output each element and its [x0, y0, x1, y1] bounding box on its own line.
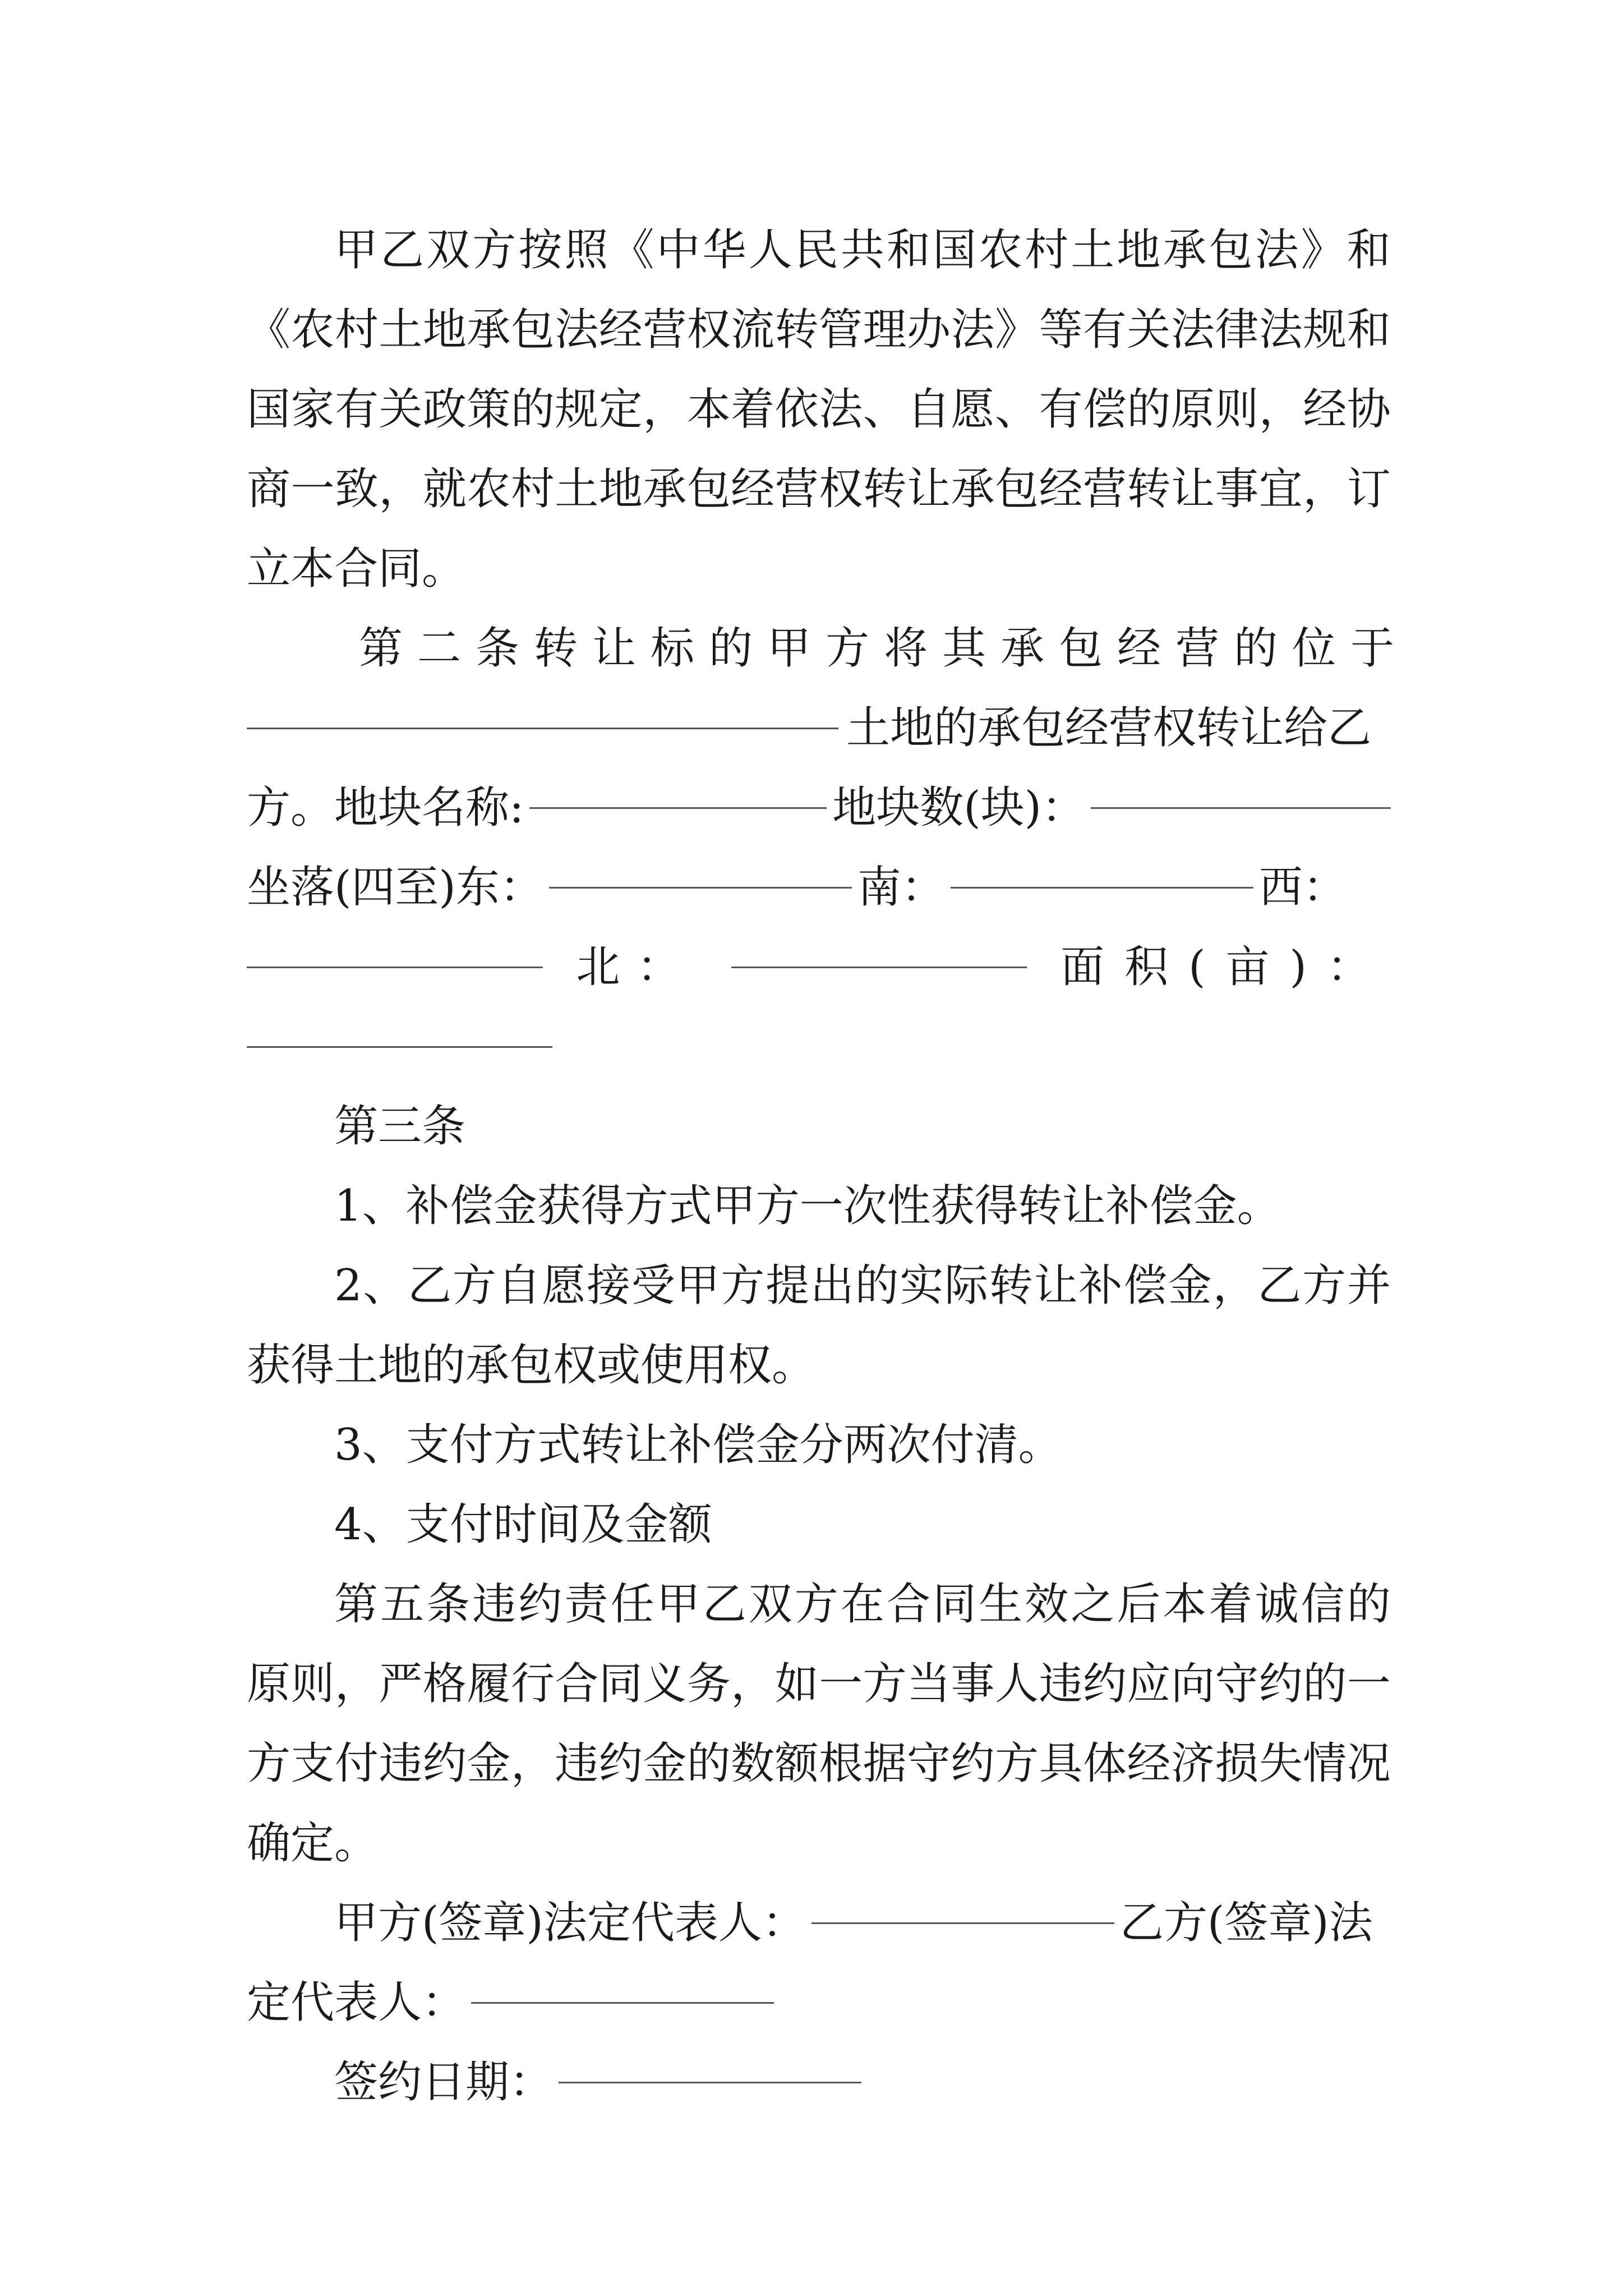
- para1-text-char: 村: [510, 464, 555, 514]
- para1-text-char: 乙: [380, 225, 425, 275]
- article5-text-char: 守: [907, 1738, 951, 1789]
- west-blank[interactable]: [247, 967, 543, 968]
- para1-text-char: 甲: [334, 225, 379, 275]
- para1-text-char: 政: [422, 384, 467, 435]
- article5-text-char: 方: [994, 1738, 1039, 1789]
- para1-text-char: 订: [1347, 464, 1391, 514]
- para1-text-char: ，: [379, 464, 423, 514]
- article5-text-char: 违: [1039, 1659, 1083, 1709]
- article3-text-char: 愿: [542, 1260, 586, 1311]
- para1-line2: [247, 290, 1391, 370]
- para1-text: [247, 370, 1391, 449]
- para1-text-char: 转: [863, 464, 907, 514]
- article5-text-char: 当: [907, 1659, 951, 1709]
- article3-text-char: 的: [855, 1260, 899, 1311]
- article3-text: [334, 1246, 1391, 1326]
- para1-text-char: 等: [1039, 305, 1083, 355]
- article2-text: 土地的承包经营权转让给乙: [846, 703, 1372, 753]
- article5-text-char: 履: [467, 1659, 511, 1709]
- para1-text-char: 规: [555, 384, 599, 435]
- para1-text-char: 有: [1039, 384, 1083, 435]
- article5-text-char: 违: [379, 1738, 423, 1789]
- article3-text-char: 补: [1078, 1260, 1123, 1311]
- para1-text-char: ，: [643, 384, 687, 435]
- article5-text-char: 违: [555, 1738, 599, 1789]
- article5-text-char: 经: [1127, 1738, 1171, 1789]
- article3-item2-line2: [247, 1326, 1391, 1405]
- north-blank[interactable]: [731, 967, 1027, 968]
- signature-date-line: [247, 2042, 1391, 2122]
- article5-text-char: 具: [1039, 1738, 1083, 1789]
- para1-text-char: 依: [774, 384, 819, 435]
- article5-text-char: 同: [933, 1579, 977, 1630]
- article5-text-char: 一: [1347, 1659, 1391, 1709]
- para1-text-char: 《: [610, 225, 654, 275]
- article5-text-char: 第: [334, 1579, 379, 1630]
- article5-text-char: 约: [518, 1579, 562, 1630]
- para1-text-char: 营: [774, 464, 819, 514]
- article5-text-char: 根: [819, 1738, 863, 1789]
- article3-text: 1、补偿金获得方式甲方一次性获得转让补偿金。: [334, 1181, 1281, 1231]
- para1-text-char: 村: [334, 305, 379, 355]
- article5-text-char: ，: [731, 1659, 775, 1709]
- article5-text-char: 体: [1082, 1738, 1127, 1789]
- para1-text-char: 经: [598, 305, 643, 355]
- article5-text-char: 双: [748, 1579, 792, 1630]
- para1-text-char: 承: [643, 464, 687, 514]
- article5-text-char: 义: [643, 1659, 687, 1709]
- para1-text-char: 管: [819, 305, 863, 355]
- article3-text-char: 方: [452, 1260, 496, 1311]
- article3-item4: [247, 1485, 1391, 1565]
- article5-text-char: 事: [951, 1659, 995, 1709]
- para1-text-char: 经: [1039, 464, 1083, 514]
- para1-text-char: 、: [994, 384, 1039, 435]
- para1-text-char: 着: [731, 384, 775, 435]
- para1-text-char: 自: [907, 384, 951, 435]
- signature-line1: [247, 1883, 1391, 1963]
- para1-text-char: 和: [1347, 225, 1391, 275]
- article3-text-char: ，: [1212, 1260, 1257, 1311]
- article3-text-char: 金: [1168, 1260, 1212, 1311]
- article2-text: 地块数(块)：: [832, 783, 1086, 833]
- article5-text-char: 济: [1170, 1738, 1215, 1789]
- para1-text-char: 《: [247, 305, 291, 355]
- article5-text-char: 责: [564, 1579, 608, 1630]
- article5-text-char: 则: [291, 1659, 335, 1709]
- para1-text-char: 地: [1117, 225, 1161, 275]
- article2-line2: [247, 688, 1391, 768]
- para1-text-char: 有: [1082, 305, 1127, 355]
- para1-text-char: 法: [555, 305, 599, 355]
- article5-text-char: 诚: [1255, 1579, 1299, 1630]
- para1-text-char: 承: [951, 464, 995, 514]
- para1-line3: [247, 370, 1391, 449]
- article5-text-char: ，: [334, 1659, 379, 1709]
- para1-text-char: 关: [1127, 305, 1171, 355]
- para1-text-char: 国: [247, 384, 291, 435]
- article5-text-char: 信: [1301, 1579, 1345, 1630]
- article5-text: 确定。: [247, 1818, 379, 1869]
- article2-text: 方。地块名称:: [247, 783, 524, 833]
- para1-text-char: 民: [794, 225, 838, 275]
- article5-text-char: 务: [686, 1659, 731, 1709]
- article5-text-char: 数: [731, 1738, 775, 1789]
- para1-text: 立本合同。: [247, 544, 466, 594]
- article2-line3: [247, 768, 1391, 848]
- article3-text-char: 接: [587, 1260, 631, 1311]
- article5-text-char: 一: [819, 1659, 863, 1709]
- para1-text-char: 则: [1215, 384, 1259, 435]
- para1-text-char: 律: [1215, 305, 1259, 355]
- article2-line6: [247, 1007, 1391, 1087]
- article5-text-char: 的: [686, 1738, 731, 1789]
- article5-text-char: 着: [1209, 1579, 1253, 1630]
- signature-line2: [247, 1963, 1391, 2042]
- article5-text-char: 后: [1117, 1579, 1161, 1630]
- article5-line3: [247, 1724, 1391, 1803]
- article5-text-char: 损: [1215, 1738, 1259, 1789]
- article3-text-char: 方: [721, 1260, 765, 1311]
- article5-text-char: 的: [1303, 1659, 1347, 1709]
- para1-text-char: 法: [1255, 225, 1299, 275]
- sign-date-label: 签约日期：: [334, 2057, 554, 2108]
- para1-text-char: 转: [774, 305, 819, 355]
- article5-text-char: 约: [422, 1738, 467, 1789]
- para1-text-char: 商: [247, 464, 291, 514]
- article5-text-char: 的: [1347, 1579, 1391, 1630]
- para1-text-char: 营: [643, 305, 687, 355]
- party-a-label: 甲方(签章)法定代表人：: [334, 1898, 806, 1948]
- para1-line4: [247, 449, 1391, 529]
- party-b-signature-blank[interactable]: [471, 2002, 774, 2004]
- location-blank[interactable]: [247, 728, 838, 729]
- article5-text-char: 合: [555, 1659, 599, 1709]
- para1-text-char: 经: [1303, 384, 1347, 435]
- article5-text-char: 格: [422, 1659, 467, 1709]
- para1-text-char: 方: [472, 225, 517, 275]
- sign-date-blank[interactable]: [559, 2082, 861, 2083]
- area-blank[interactable]: [247, 1046, 552, 1048]
- article2-text: 面积(亩)：: [1061, 942, 1391, 992]
- para1-text-char: 包: [510, 305, 555, 355]
- para1-text-char: 地: [422, 305, 467, 355]
- article5-text-char: 原: [247, 1659, 291, 1709]
- article2-text: 北：: [576, 942, 698, 992]
- article5-text-char: 在: [840, 1579, 884, 1630]
- article3-text-char: 2: [334, 1260, 362, 1311]
- para1-text-char: 关: [379, 384, 423, 435]
- para1-text-char: 权: [819, 464, 863, 514]
- article5-text-char: 约: [1082, 1659, 1127, 1709]
- article3-text-char: 偿: [1123, 1260, 1168, 1311]
- para1-text-char: 法: [1258, 305, 1303, 355]
- party-b-label-cont: 定代表人：: [247, 1977, 466, 2028]
- para1-text-char: 包: [1209, 225, 1253, 275]
- para1-text-char: 愿: [951, 384, 995, 435]
- party-b-label: 乙方(签章)法: [1119, 1898, 1373, 1948]
- para1-text-char: 原: [1170, 384, 1215, 435]
- article2-heading-text: 第二条转让标的甲方将其承包经营的位于: [359, 623, 1409, 674]
- article5-text-char: 行: [510, 1659, 555, 1709]
- para1-text-char: 按: [518, 225, 562, 275]
- article3-text: 4、支付时间及金额: [334, 1499, 712, 1550]
- article3-text-char: 受: [631, 1260, 675, 1311]
- article3-text-char: 实: [900, 1260, 944, 1311]
- para1-text-char: 权: [686, 305, 731, 355]
- article3-heading: [247, 1087, 1391, 1166]
- article5-text-char: 守: [1215, 1659, 1259, 1709]
- para1-text-char: 一: [291, 464, 335, 514]
- article2-text: 南：: [857, 862, 945, 913]
- article5-text-char: 甲: [656, 1579, 700, 1630]
- para1-text-char: 法: [1170, 305, 1215, 355]
- para1-text-char: 事: [1215, 464, 1259, 514]
- para1-text-char: 的: [1127, 384, 1171, 435]
- article5-text: [247, 1724, 1391, 1803]
- para1-text-char: 土: [379, 305, 423, 355]
- article3-text-char: 、: [363, 1260, 407, 1311]
- article5-text-char: 付: [334, 1738, 379, 1789]
- article3-item1: [247, 1166, 1391, 1246]
- para1-text-char: 转: [1127, 464, 1171, 514]
- para1-text-char: 让: [1170, 464, 1215, 514]
- article5-text-char: 人: [994, 1659, 1039, 1709]
- article3-text-char: 方: [1302, 1260, 1347, 1311]
- article3-text-char: 乙: [1257, 1260, 1302, 1311]
- para1-text-char: 村: [1025, 225, 1069, 275]
- para1-text-char: 法: [951, 305, 995, 355]
- para1-text-char: 法: [819, 384, 863, 435]
- article5-text-char: 违: [472, 1579, 517, 1630]
- article3-text-char: 提: [766, 1260, 810, 1311]
- article5-text-char: 支: [291, 1738, 335, 1789]
- plot-count-blank[interactable]: [1091, 807, 1391, 809]
- para1-text-char: 土: [1071, 225, 1115, 275]
- para1-text-char: 的: [510, 384, 555, 435]
- article5-text-char: 合: [886, 1579, 930, 1630]
- article5-text-char: 任: [610, 1579, 654, 1630]
- article5-text-char: ，: [510, 1738, 555, 1789]
- para1-text: [334, 210, 1391, 290]
- para1-text-char: 营: [1082, 464, 1127, 514]
- article5-text-char: 向: [1170, 1659, 1215, 1709]
- article5-text-char: 约: [951, 1738, 995, 1789]
- article3-text-char: 转: [989, 1260, 1033, 1311]
- south-blank[interactable]: [951, 887, 1253, 889]
- article5-text-char: 效: [1025, 1579, 1069, 1630]
- article3-text: 获得土地的承包权或使用权。: [247, 1340, 816, 1391]
- para1-text-char: 照: [564, 225, 608, 275]
- article5-text-char: 金: [467, 1738, 511, 1789]
- article5-text-char: 失: [1258, 1738, 1303, 1789]
- east-blank[interactable]: [549, 887, 852, 889]
- para1-text-char: 地: [598, 464, 643, 514]
- article5-text-char: 约: [1258, 1659, 1303, 1709]
- article3-item2-line1: [247, 1246, 1391, 1326]
- para1-text-char: 和: [886, 225, 930, 275]
- para1-text-char: 和: [1347, 305, 1391, 355]
- article5-text: [334, 1565, 1391, 1644]
- para1-text-char: 经: [731, 464, 775, 514]
- article3-text-char: 甲: [676, 1260, 720, 1311]
- para1-text-char: 农: [467, 464, 511, 514]
- article5-text-char: 之: [1071, 1579, 1115, 1630]
- article5-text-char: 金: [643, 1738, 687, 1789]
- article3-heading-text: 第三条: [334, 1101, 466, 1152]
- para1-text-char: 包: [686, 464, 731, 514]
- article3-item3: [247, 1405, 1391, 1485]
- article2-line5: [247, 927, 1391, 1007]
- article5-text-char: 条: [426, 1579, 471, 1630]
- para1-text-char: 农: [979, 225, 1023, 275]
- article5-text-char: 应: [1127, 1659, 1171, 1709]
- para1-text-char: 家: [291, 384, 335, 435]
- party-a-signature-blank[interactable]: [811, 1922, 1114, 1924]
- para1-text-char: 》: [1301, 225, 1345, 275]
- para1-text-char: 承: [1163, 225, 1207, 275]
- article2-text: 西：: [1258, 862, 1347, 913]
- article3-text-char: 乙: [408, 1260, 452, 1311]
- article5-text-char: 同: [598, 1659, 643, 1709]
- article5-text-char: 如: [774, 1659, 819, 1709]
- para1-text-char: ，: [1258, 384, 1303, 435]
- article5-text-char: 五: [380, 1579, 425, 1630]
- para1-text-char: 让: [907, 464, 951, 514]
- para1-text-char: 定: [598, 384, 643, 435]
- plot-name-blank[interactable]: [529, 807, 827, 809]
- para1-text-char: 规: [1303, 305, 1347, 355]
- para1-text-char: 包: [994, 464, 1039, 514]
- para1-text: [247, 449, 1391, 529]
- article5-text-char: 乙: [702, 1579, 746, 1630]
- para1-text-char: 国: [933, 225, 977, 275]
- para1-text-char: 策: [467, 384, 511, 435]
- para1-text-char: 中: [656, 225, 700, 275]
- article3-text-char: 让: [1034, 1260, 1078, 1311]
- para1-text-char: 就: [422, 464, 467, 514]
- article2-text: 坐落(四至)东：: [247, 862, 543, 913]
- contract-page: [247, 210, 1409, 2122]
- para1-text-char: 》: [994, 305, 1039, 355]
- article3-text-char: 并: [1347, 1260, 1391, 1311]
- article2-line1: [247, 609, 1409, 688]
- article2-line4: [247, 848, 1391, 927]
- article5-text-char: 方: [794, 1579, 838, 1630]
- article5-text-char: 生: [979, 1579, 1023, 1630]
- para1-text-char: 理: [863, 305, 907, 355]
- article5-text-char: 方: [247, 1738, 291, 1789]
- para1-text-char: 承: [467, 305, 511, 355]
- para1-line1: [247, 210, 1391, 290]
- article3-text-char: 自: [497, 1260, 541, 1311]
- article5-text: [247, 1644, 1391, 1724]
- para1-text-char: 有: [334, 384, 379, 435]
- para1-text-char: 共: [840, 225, 884, 275]
- article3-text-char: 出: [810, 1260, 854, 1311]
- article3-text: 3、支付方式转让补偿金分两次付清。: [334, 1420, 1062, 1470]
- article5-text-char: 据: [863, 1738, 907, 1789]
- para1-text-char: 人: [748, 225, 792, 275]
- para1-text-char: 偿: [1082, 384, 1127, 435]
- para1-text-char: 办: [907, 305, 951, 355]
- para1-text-char: 致: [334, 464, 379, 514]
- article5-text-char: 方: [863, 1659, 907, 1709]
- article5-line2: [247, 1644, 1391, 1724]
- para1-line5: [247, 529, 1391, 609]
- article5-text-char: 本: [1163, 1579, 1207, 1630]
- para1-text-char: 宜: [1258, 464, 1303, 514]
- para1-text-char: ，: [1303, 464, 1347, 514]
- para1-text-char: 双: [426, 225, 471, 275]
- article3-text-char: 际: [944, 1260, 989, 1311]
- para1-text-char: 、: [863, 384, 907, 435]
- article5-line4: [247, 1803, 1391, 1883]
- article5-line1: [247, 1565, 1391, 1644]
- article5-text-char: 严: [379, 1659, 423, 1709]
- para1-text-char: 土: [555, 464, 599, 514]
- article5-text-char: 约: [598, 1738, 643, 1789]
- para1-text-char: 农: [291, 305, 335, 355]
- para1-text-char: 华: [702, 225, 746, 275]
- article5-text-char: 况: [1347, 1738, 1391, 1789]
- para1-text: [247, 290, 1391, 370]
- para1-text-char: 协: [1347, 384, 1391, 435]
- para1-text-char: 本: [686, 384, 731, 435]
- article5-text-char: 情: [1303, 1738, 1347, 1789]
- article5-text-char: 额: [774, 1738, 819, 1789]
- para1-text-char: 流: [731, 305, 775, 355]
